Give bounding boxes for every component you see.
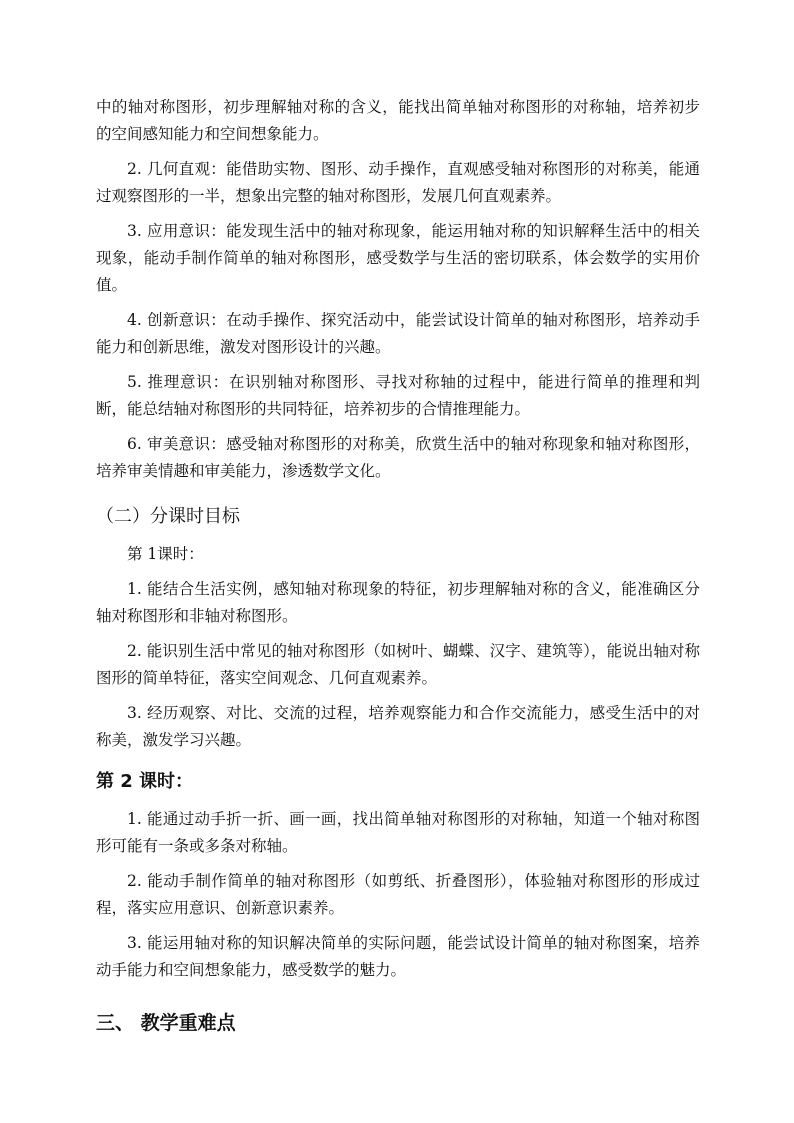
lesson2-goal-3: 3. 能运用轴对称的知识解决简单的实际问题，能尝试设计简单的轴对称图案，培养动手能力和空间想象能力，感受数学的魅力。 [96, 934, 700, 979]
goal-geometric-intuition: 2. 几何直观：能借助实物、图形、动手操作，直观感受轴对称图形的对称美，能通过观察图形的一半，想象出完整的轴对称图形，发展几何直观素养。 [96, 160, 700, 205]
lesson2-goal-1: 1. 能通过动手折一折、画一画，找出简单轴对称图形的对称轴，知道一个轴对称图形可能有一条或多条对称轴。 [96, 810, 700, 855]
goal-application-awareness: 3. 应用意识：能发现生活中的轴对称现象，能运用轴对称的知识解释生活中的相关现象，能动手制作简单的轴对称图形，感受数学与生活的密切联系，体会数学的实用价值。 [96, 222, 700, 294]
section-key-difficulties-heading: 三、 教学重难点 [96, 1012, 236, 1034]
lesson2-heading: 第 2 课时： [96, 771, 194, 792]
lesson1-label: 第 1课时： [127, 545, 204, 563]
goal-innovation-awareness: 4. 创新意识：在动手操作、探究活动中，能尝试设计简单的轴对称图形，培养动手能力和创新思维，激发对图形设计的兴趣。 [96, 311, 700, 356]
lesson1-goal-3: 3. 经历观察、对比、交流的过程，培养观察能力和合作交流能力，感受生活中的对称美，激发学习兴趣。 [96, 704, 700, 749]
goal-aesthetic-awareness: 6. 审美意识：感受轴对称图形的对称美，欣赏生活中的轴对称现象和轴对称图形，培养审美情趣和审美能力，渗透数学文化。 [96, 435, 700, 480]
section-lesson-goals-heading: （二）分课时目标 [96, 506, 240, 527]
intro-continuation-paragraph: 中的轴对称图形，初步理解轴对称的含义，能找出简单轴对称图形的对称轴，培养初步的空间感知能力和空间想象能力。 [96, 98, 700, 143]
lesson2-goal-2: 2. 能动手制作简单的轴对称图形（如剪纸、折叠图形），体验轴对称图形的形成过程，落实应用意识、创新意识素养。 [96, 872, 700, 917]
document-page [96, 94, 700, 1038]
lesson1-goal-2: 2. 能识别生活中常见的轴对称图形（如树叶、蝴蝶、汉字、建筑等），能说出轴对称图形的简单特征，落实空间观念、几何直观素养。 [96, 642, 700, 687]
goal-reasoning-awareness: 5. 推理意识：在识别轴对称图形、寻找对称轴的过程中，能进行简单的推理和判断，能总结轴对称图形的共同特征，培养初步的合情推理能力。 [96, 373, 700, 418]
lesson1-goal-1: 1. 能结合生活实例，感知轴对称现象的特征，初步理解轴对称的含义，能准确区分轴对称图形和非轴对称图形。 [96, 580, 700, 625]
